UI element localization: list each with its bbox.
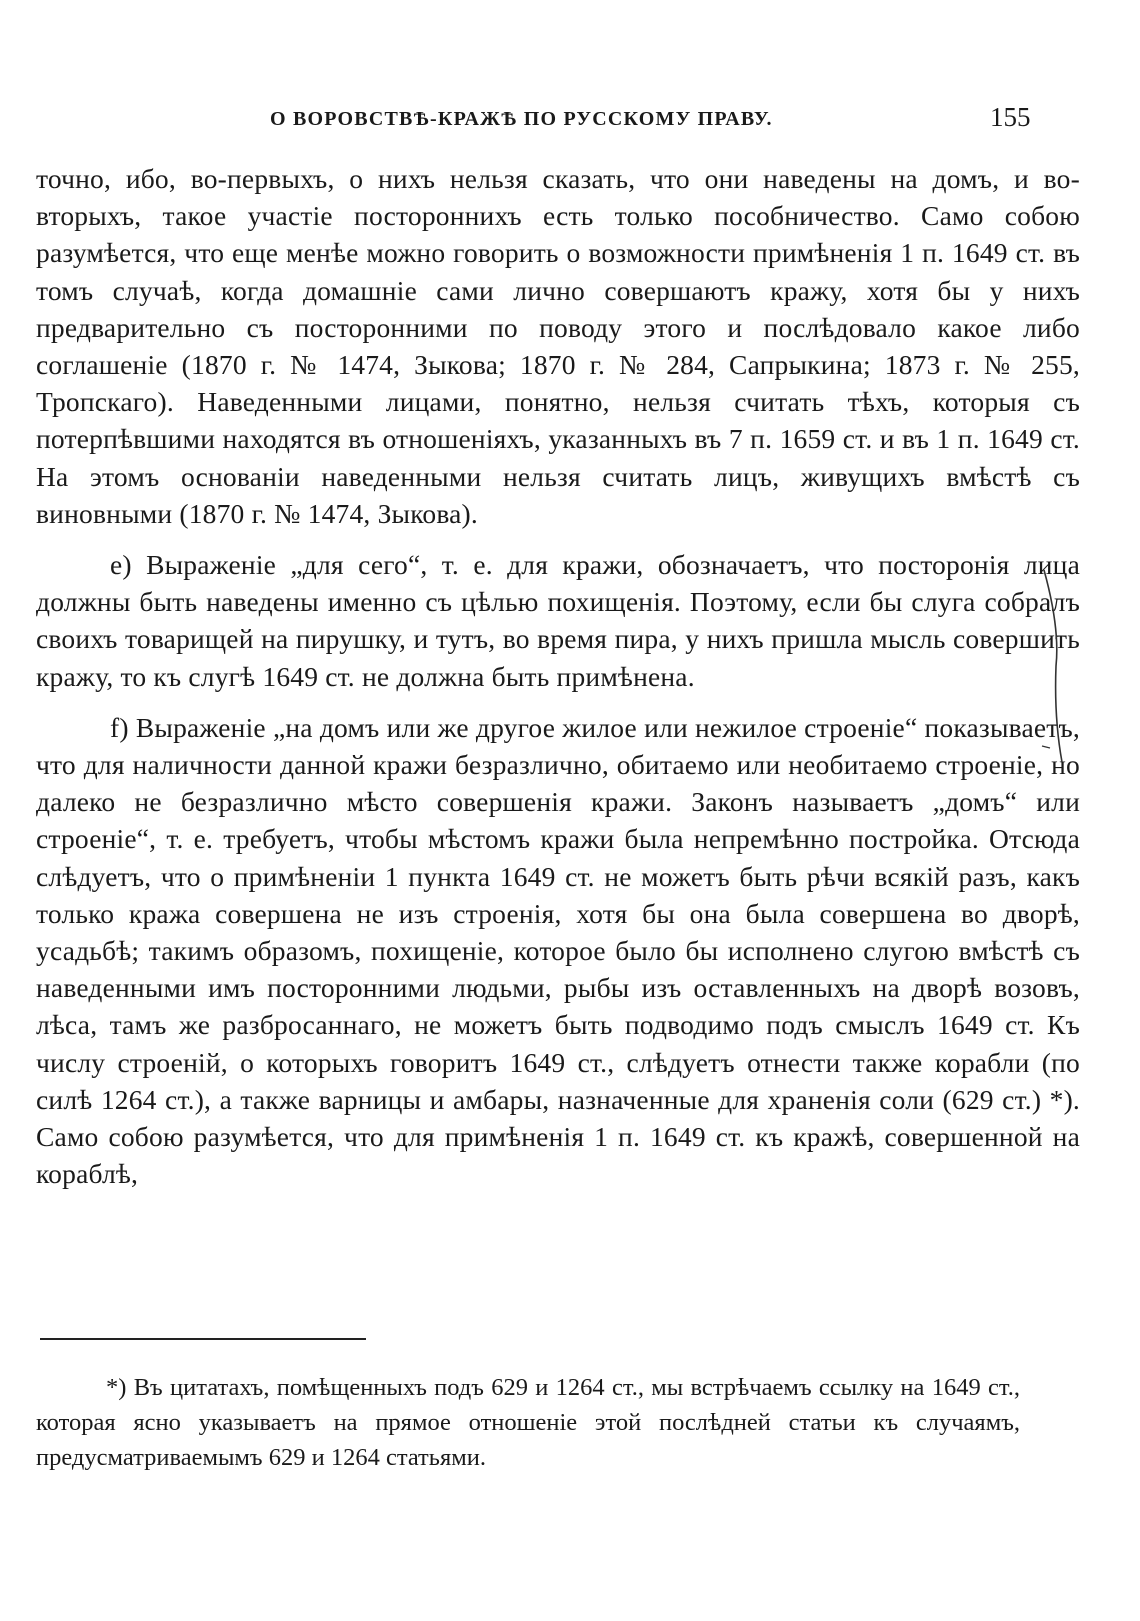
margin-bracket-mark (1040, 568, 1080, 764)
paragraph-e: e) Выраженіе „для сего“, т. е. для кражи, обозначаетъ, что посторонія лица должны быть наведены именно съ цѣлью похищенія. Поэтому, если бы слуга собралъ своихъ товарищей на пирушку, и тутъ, во время пира, у нихъ пришла мысль совершить кражу, то къ слугѣ 1649 ст. не должна быть примѣнена. (36, 549, 1080, 692)
running-head: О ВОРОВСТВѢ-КРАЖѢ ПО РУССКОМУ ПРАВУ. (270, 108, 773, 130)
body-text (36, 160, 1080, 1192)
page-header (0, 104, 1140, 140)
page-number: 155 (990, 102, 1031, 132)
paragraph-1: точно, ибо, во-первыхъ, о нихъ нельзя сказать, что они наведены на домъ, и во-вторыхъ, такое участіе постороннихъ есть только пособничество. Само собою разумѣется, что еще менѣе можно говорить о возможности примѣненія 1 п. 1649 ст. въ томъ случаѣ, когда домашніе сами лично совершаютъ кражу, хотя бы у нихъ предварительно съ посторонними по поводу этого и послѣдовало какое либо соглашеніе (1870 г. № 1474, Зыкова; 1870 г. № 284, Сапрыкина; 1873 г. № 255, Тропскаго). Наведенными лицами, понятно, нельзя считать тѣхъ, которыя съ потерпѣвшими находятся въ отношеніяхъ, указанныхъ въ 7 п. 1659 ст. и въ 1 п. 1649 ст. На этомъ основаніи наведенными нельзя считать лицъ, живущихъ вмѣстѣ съ виновными (1870 г. № 1474, Зыкова). (36, 163, 1080, 529)
footnote-rule (40, 1338, 366, 1340)
footnote: *) Въ цитатахъ, помѣщенныхъ подъ 629 и 1264 ст., мы встрѣчаемъ ссылку на 1649 ст., которая ясно указываетъ на прямое отношеніе этой послѣдней статьи къ случаямъ, предусматриваемымъ 629 и 1264 статьями. (36, 1374, 1020, 1471)
paragraph-f: f) Выраженіе „на домъ или же другое жилое или нежилое строеніе“ показываетъ, что для наличности данной кражи безразлично, обитаемо или необитаемо строеніе, но далеко не безразлично мѣсто совершенія кражи. Законъ называетъ „домъ“ или строеніе“, т. е. требуетъ, чтобы мѣстомъ кражи была непремѣнно постройка. Отсюда слѣдуетъ, что о примѣненіи 1 пункта 1649 ст. не можетъ быть рѣчи всякій разъ, какъ только кража совершена не изъ строенія, хотя бы она была совершена во дворѣ, усадьбѣ; такимъ образомъ, похищеніе, которое было бы исполнено слугою вмѣстѣ съ наведенными имъ посторонними людьми, рыбы изъ оставленныхъ на дворѣ возовъ, лѣса, тамъ же разбросаннаго, не можетъ быть подводимо подъ смыслъ 1649 ст. Къ числу строеній, о которыхъ говоритъ 1649 ст., слѣдуетъ отнести также корабли (по силѣ 1264 ст.), а также варницы и амбары, назначенные для храненія соли (629 ст.) *). Само собою разумѣется, что для примѣненія 1 п. 1649 ст. къ кражѣ, совершенной на кораблѣ, (36, 711, 1080, 1190)
